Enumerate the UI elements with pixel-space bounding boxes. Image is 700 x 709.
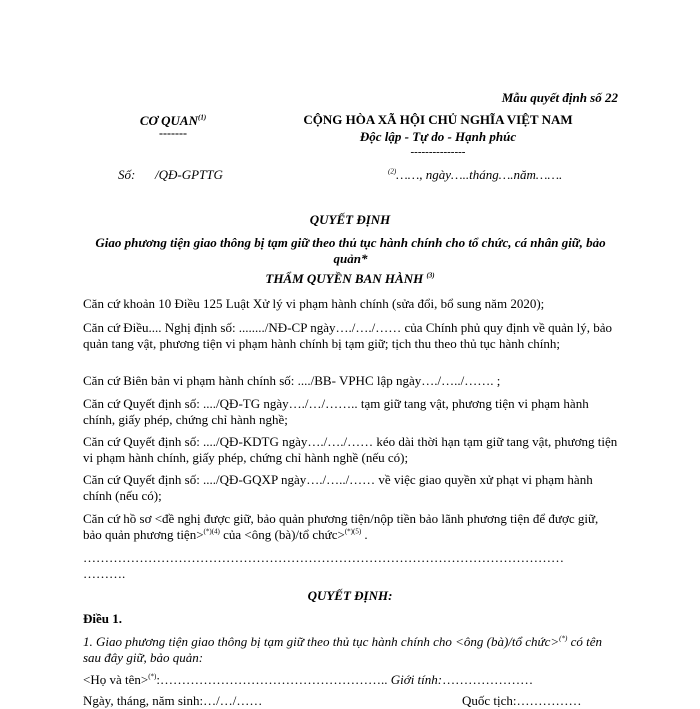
clause-1-rest: có tên sau đây giữ, bảo quản:: [83, 634, 602, 665]
authority-heading: [0, 271, 700, 287]
nation-underline: ---------------: [410, 146, 466, 158]
basis-7-end: .: [364, 527, 368, 542]
basis-2: Căn cứ Điều.... Nghị định số: ......../NĐ-CP ngày…./…./…… của Chính phủ quy định về quản lý, bảo quản tang vật, phương tiện vi phạm hành chính bị tạm giữ; tịch thu theo thủ tục hành chính;: [83, 320, 613, 351]
agency-name: CƠ QUAN: [139, 113, 198, 128]
gender-label: Giới tính:: [387, 672, 443, 687]
field-name-dots: :……………………………………………..: [156, 672, 388, 687]
number-label: Số:: [118, 167, 136, 182]
authority-note: (3): [426, 271, 435, 280]
decision-title: QUYẾT ĐỊNH: [309, 212, 391, 227]
agency-note: (1): [197, 113, 207, 122]
decide-heading: QUYẾT ĐỊNH:: [307, 588, 393, 603]
dots-line: …………………………………………………………………………………………………: [83, 550, 564, 565]
form-number: Mẫu quyết định số 22: [501, 90, 618, 105]
date-note: (2): [388, 167, 397, 176]
dots-line-2: ……….: [83, 566, 126, 581]
basis-3: Căn cứ Biên bản vi phạm hành chính số: ..../BB- VPHC lập ngày…./…../……. ;: [83, 373, 501, 388]
basis-7-mid: của <ông (bà)/tổ chức>: [219, 527, 345, 542]
basis-7-note1: (*)(4): [203, 527, 220, 536]
basis-5: Căn cứ Quyết định số: ..../QĐ-KDTG ngày…./…./…… kéo dài thời hạn tạm giữ tang vật, phương tiện vi phạm hành chính, giấy phép, chứng chỉ hành nghề (nếu có);: [83, 434, 618, 465]
basis-4: Căn cứ Quyết định số: ..../QĐ-TG ngày…./…/…….. tạm giữ tang vật, phương tiện vi phạm hành chính, giấy phép, chứng chỉ hành nghề;: [83, 396, 589, 427]
authority-text: THẨM QUYỀN BAN HÀNH: [265, 271, 424, 286]
number-code: /QĐ-GPTTG: [155, 167, 223, 182]
field-birth: Ngày, tháng, năm sinh:…/…/……: [83, 693, 263, 708]
field-nationality: [462, 693, 582, 708]
article-1: Điều 1.: [83, 611, 122, 626]
basis-1: Căn cứ khoản 10 Điều 125 Luật Xử lý vi phạm hành chính (sửa đổi, bổ sung năm 2020);: [83, 296, 545, 311]
clause-1-note: (*): [559, 634, 568, 643]
field-name-note: (*): [148, 672, 157, 681]
field-partial: [83, 693, 263, 708]
nation-title: CỘNG HÒA XÃ HỘI CHỦ NGHĨA VIỆT NAM: [303, 112, 573, 127]
basis-7: [83, 511, 618, 543]
basis-6: Căn cứ Quyết định số: ..../QĐ-GQXP ngày…./…../…… về việc giao quyền xử phạt vi phạm hành chính (nếu có);: [83, 472, 593, 503]
field-nationality-text: Quốc tịch:……………: [462, 693, 582, 708]
date-text: ……, ngày…..tháng….năm…….: [396, 167, 563, 182]
clause-1: [83, 634, 618, 666]
date-line: [388, 167, 562, 183]
field-name-label: <Họ và tên>: [83, 672, 149, 687]
basis-7-note2: (*)(5): [344, 527, 362, 536]
decision-subtitle: Giao phương tiện giao thông bị tạm giữ theo thủ tục hành chính cho tổ chức, cá nhân giữ, bảo quản*: [95, 235, 606, 266]
field-name: [83, 672, 533, 688]
clause-1-text: 1. Giao phương tiện giao thông bị tạm giữ theo thủ tục hành chính cho <ông (bà)/tổ chức>: [83, 634, 560, 649]
agency-dashes: -------: [159, 126, 187, 140]
basis-7-text: Căn cứ hồ sơ <đề nghị được giữ, bảo quản phương tiện/nộp tiền bảo lãnh phương tiện để được giữ, bảo quản phương tiện>: [83, 511, 599, 542]
gender-dots: …………………: [442, 672, 534, 687]
nation-motto: Độc lập - Tự do - Hạnh phúc: [359, 129, 517, 144]
